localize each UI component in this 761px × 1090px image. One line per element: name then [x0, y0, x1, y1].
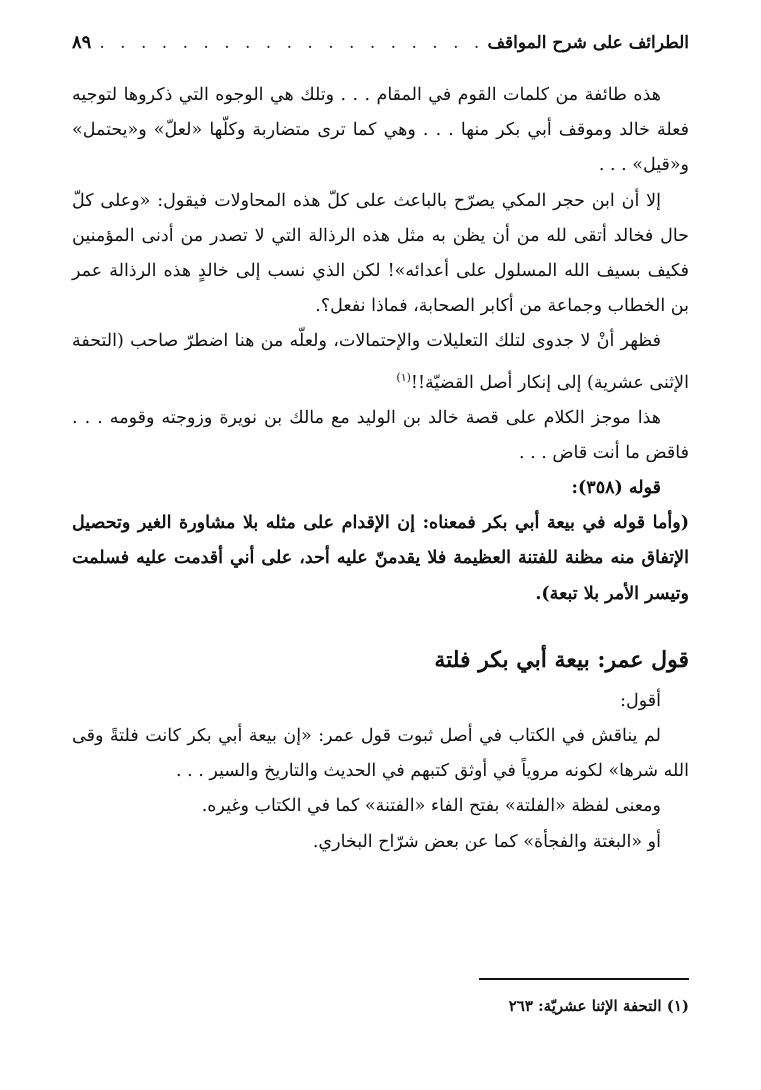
page-number: ٨٩ — [72, 32, 92, 53]
paragraph-summary: هذه طائفة من كلمات القوم في المقام . . . وتلك هي الوجوه التي ذكروها لتوجيه فعلة خالد وموقف أبي بكر منها . . . وهي كما ترى متضاربة وكلّها «لعلّ» و«يحتمل» و«قيل» . . . — [72, 85, 689, 176]
quote-label: قوله (٣٥٨): — [571, 478, 661, 499]
section-paragraph-1: لم يناقش في الكتاب في أصل ثبوت قول عمر: «إن بيعة أبي بكر كانت فلتةً وقى الله شرها» لكونه مروياً في أوثق كتبهم في الحديث والتاريخ والسير . . . — [72, 726, 689, 782]
quoted-text: (وأما قوله في بيعة أبي بكر فمعناه: إن الإقدام على مثله بلا مشاورة الغير وتحصيل الإتفاق منه مظنة للفتنة العظيمة فلا يقدمنّ عليه أحد، على أني أقدمت عليه فسلمت وتيسر الأمر بلا تبعة). — [72, 513, 689, 604]
section-paragraph-3: أو «البغتة والفجأة» كما عن بعض شرّاح البخاري. — [312, 831, 661, 852]
section-title: قول عمر: بيعة أبي بكر فلتة — [434, 646, 689, 673]
page-header — [72, 32, 689, 60]
paragraph-conclusion — [72, 324, 689, 400]
paragraph-ibn-hajar: إلا أن ابن حجر المكي يصرّح بالباعث على كلّ هذه المحاولات فيقول: «وعلى كلّ حال فخالد أتقى لله من أن يظن به مثل هذه الرذالة التي لا تصدر من أدنى المؤمنين فكيف بسيف الله المسلول على أعدائه»! لكن الذي نسب إلى خالدٍ هذه الرذالة عمر بن الخطاب وجماعة من أكابر الصحابة، فماذا نفعل؟. — [72, 190, 689, 317]
running-title: الطرائف على شرح المواقف — [487, 33, 689, 53]
section-intro: أقول: — [620, 690, 661, 711]
section-paragraph-2: ومعنى لفظة «الفلتة» بفتح الفاء «الفتنة» كما في الكتاب وغيره. — [201, 796, 661, 817]
footnote-divider — [479, 978, 689, 980]
footnote-marker: (١) — [396, 370, 411, 384]
dot-leader — [99, 33, 479, 53]
page-body — [72, 78, 689, 860]
paragraph-conclusion-text: فظهر أنْ لا جدوى لتلك التعليلات والإحتمالات، ولعلّه من هنا اضطرّ صاحب (التحفة الإثنى عشرية) إلى إنكار أصل القضيّة!! — [72, 331, 689, 393]
paragraph-summary-khalid: هذا موجز الكلام على قصة خالد بن الوليد مع مالك بن نويرة وزوجته وقومه . . . فاقض ما أنت قاض . . . — [72, 407, 689, 463]
footnote: (١) التحفة الإثنا عشريّة: ٢٦٣ — [508, 997, 689, 1015]
